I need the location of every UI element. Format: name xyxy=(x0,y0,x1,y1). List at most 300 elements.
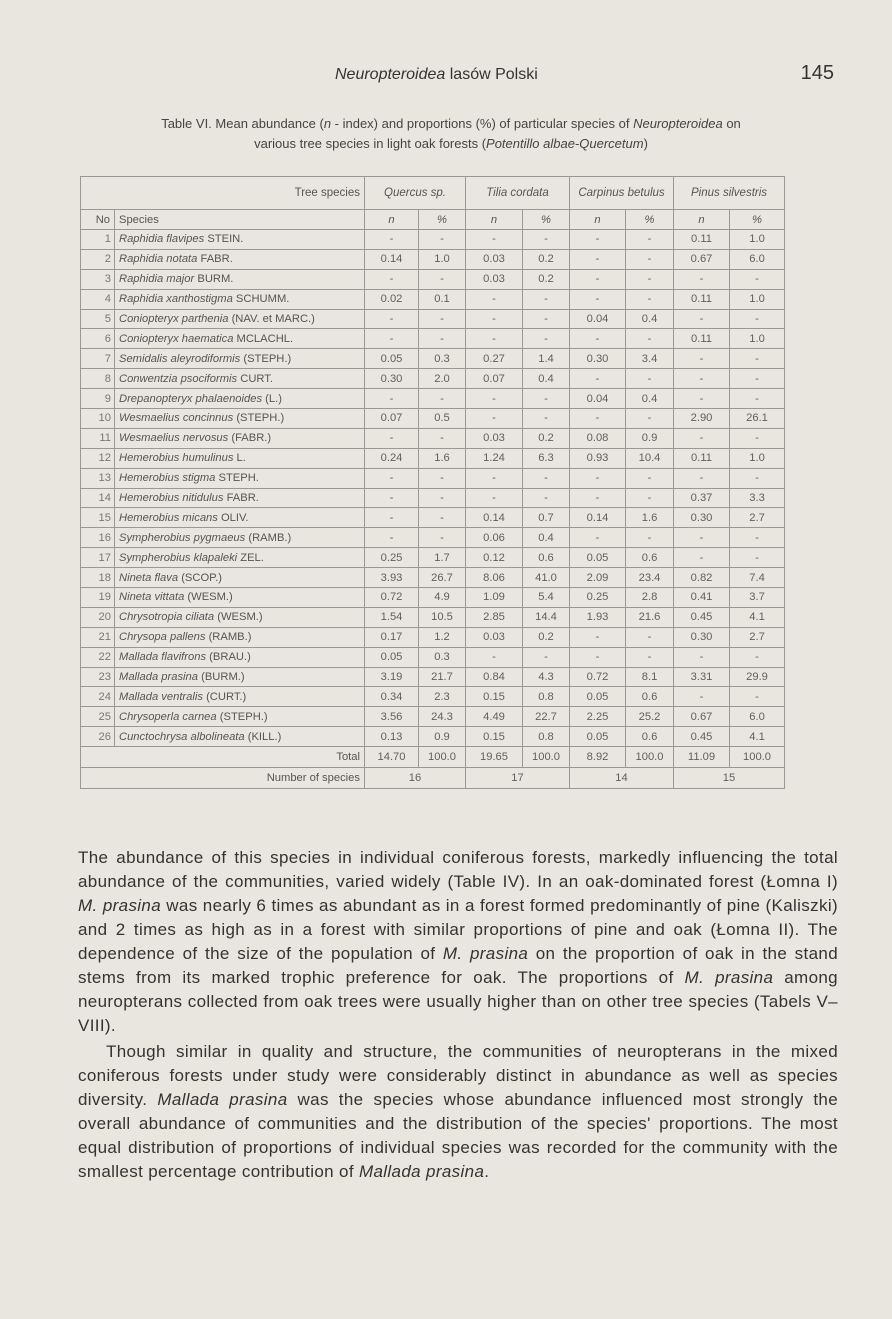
subheader: n xyxy=(674,210,730,230)
value-cell: 0.7 xyxy=(523,508,570,528)
subheader: % xyxy=(419,210,466,230)
species-author: (CURT.) xyxy=(206,690,247,703)
value-cell: 0.05 xyxy=(365,647,419,667)
value-cell: 6.3 xyxy=(523,448,570,468)
species-author: FABR. xyxy=(226,492,259,505)
value-cell: - xyxy=(626,329,674,349)
value-cell: - xyxy=(730,309,785,329)
value-cell: - xyxy=(570,528,626,548)
value-cell: 22.7 xyxy=(523,707,570,727)
row-number: 3 xyxy=(81,269,115,289)
value-cell: - xyxy=(626,269,674,289)
value-cell: 21.6 xyxy=(626,607,674,627)
value-cell: - xyxy=(626,369,674,389)
table-row xyxy=(81,508,785,528)
value-cell: 0.14 xyxy=(365,249,419,269)
value-cell: - xyxy=(730,548,785,568)
total-cell: 19.65 xyxy=(466,747,523,768)
species-binomial: Hemerobius stigma xyxy=(119,472,216,485)
value-cell: - xyxy=(466,409,523,429)
value-cell: 0.45 xyxy=(674,607,730,627)
value-cell: 1.0 xyxy=(730,329,785,349)
value-cell: 3.56 xyxy=(365,707,419,727)
value-cell: 0.12 xyxy=(466,548,523,568)
value-cell: 1.7 xyxy=(419,548,466,568)
species-binomial: Wesmaelius nervosus xyxy=(119,432,229,445)
value-cell: 0.3 xyxy=(419,349,466,369)
value-cell: 0.9 xyxy=(419,727,466,747)
species-binomial: Raphidia major xyxy=(119,273,195,286)
value-cell: 0.07 xyxy=(365,409,419,429)
value-cell: 2.7 xyxy=(730,627,785,647)
value-cell: 1.09 xyxy=(466,588,523,608)
value-cell: 1.0 xyxy=(730,230,785,250)
value-cell: 0.05 xyxy=(570,727,626,747)
value-cell: 0.02 xyxy=(365,289,419,309)
value-cell: 4.49 xyxy=(466,707,523,727)
total-cell: 100.0 xyxy=(419,747,466,768)
value-cell: 3.19 xyxy=(365,667,419,687)
row-number: 8 xyxy=(81,369,115,389)
value-cell: - xyxy=(674,687,730,707)
value-cell: - xyxy=(570,409,626,429)
species-cell xyxy=(115,289,365,309)
value-cell: - xyxy=(523,468,570,488)
species-author: (NAV. et MARC.) xyxy=(231,313,315,325)
value-cell: - xyxy=(674,468,730,488)
value-cell: 10.4 xyxy=(626,448,674,468)
species-author: (RAMB.) xyxy=(248,531,292,544)
row-number: 12 xyxy=(81,448,115,468)
species-cell xyxy=(115,448,365,468)
value-cell: 0.25 xyxy=(365,548,419,568)
value-cell: 4.1 xyxy=(730,607,785,627)
value-cell: 0.4 xyxy=(523,369,570,389)
total-cell: 11.09 xyxy=(674,747,730,768)
species-cell xyxy=(115,369,365,389)
species-count-cell: 15 xyxy=(674,768,785,789)
text: The abundance of this species in individual coniferous forests, markedly influencing the total abundance of the communities, varied widely (Table IV). In an oak-dominated forest (Łomna I) xyxy=(78,848,838,891)
number-of-species-label: Number of species xyxy=(81,768,365,789)
species-name: M. prasina xyxy=(442,944,529,963)
caption-text: on xyxy=(722,116,741,131)
total-cell: 100.0 xyxy=(626,747,674,768)
species-cell xyxy=(115,269,365,289)
value-cell: 0.06 xyxy=(466,528,523,548)
value-cell: 2.0 xyxy=(419,369,466,389)
value-cell: 0.9 xyxy=(626,428,674,448)
value-cell: 0.11 xyxy=(674,289,730,309)
value-cell: 0.25 xyxy=(570,588,626,608)
caption-line-2 xyxy=(66,134,836,154)
caption-text: ) xyxy=(643,136,648,151)
table-row xyxy=(81,568,785,588)
value-cell: 0.30 xyxy=(674,627,730,647)
species-author: BURM. xyxy=(197,273,234,286)
row-number: 22 xyxy=(81,647,115,667)
value-cell: - xyxy=(365,269,419,289)
species-cell xyxy=(115,627,365,647)
value-cell: - xyxy=(730,428,785,448)
value-cell: 0.03 xyxy=(466,428,523,448)
row-number: 4 xyxy=(81,289,115,309)
species-author: (WESM.) xyxy=(187,591,233,604)
species-cell xyxy=(115,428,365,448)
value-cell: 2.90 xyxy=(674,409,730,429)
value-cell: 3.7 xyxy=(730,588,785,608)
species-author: (WESM.) xyxy=(217,611,263,624)
value-cell: - xyxy=(419,528,466,548)
value-cell: 29.9 xyxy=(730,667,785,687)
value-cell: - xyxy=(466,230,523,250)
value-cell: - xyxy=(419,389,466,409)
species-binomial: Mallada flavifrons xyxy=(119,651,207,664)
species-binomial: Mallada ventralis xyxy=(119,690,203,703)
value-cell: - xyxy=(419,269,466,289)
value-cell: 0.11 xyxy=(674,230,730,250)
species-cell xyxy=(115,409,365,429)
text: . xyxy=(484,1162,490,1181)
page-header xyxy=(0,62,892,92)
species-name: M. prasina xyxy=(684,968,774,987)
species-cell xyxy=(115,309,365,329)
value-cell: - xyxy=(674,269,730,289)
value-cell: - xyxy=(626,409,674,429)
value-cell: - xyxy=(674,548,730,568)
group-header: Carpinus betulus xyxy=(570,177,674,210)
species-name: Mallada prasina xyxy=(157,1090,288,1109)
value-cell: - xyxy=(419,508,466,528)
species-author: (STEPH.) xyxy=(236,412,285,425)
species-cell xyxy=(115,548,365,568)
value-cell: - xyxy=(674,428,730,448)
value-cell: - xyxy=(523,230,570,250)
row-number: 24 xyxy=(81,687,115,707)
table-row xyxy=(81,289,785,309)
value-cell: 1.4 xyxy=(523,349,570,369)
caption-text: - index) and proportions (%) of particular species of xyxy=(331,116,634,131)
value-cell: 0.14 xyxy=(466,508,523,528)
value-cell: - xyxy=(626,488,674,508)
table-row xyxy=(81,528,785,548)
paragraph-1 xyxy=(78,846,838,1038)
value-cell: - xyxy=(570,230,626,250)
row-number: 5 xyxy=(81,309,115,329)
value-cell: 0.41 xyxy=(674,588,730,608)
value-cell: - xyxy=(466,468,523,488)
caption-italic: n xyxy=(323,116,332,131)
species-cell xyxy=(115,508,365,528)
value-cell: 0.8 xyxy=(523,727,570,747)
table-row xyxy=(81,309,785,329)
value-cell: 0.72 xyxy=(570,667,626,687)
row-number: 25 xyxy=(81,707,115,727)
value-cell: - xyxy=(419,468,466,488)
value-cell: - xyxy=(365,230,419,250)
value-cell: 0.34 xyxy=(365,687,419,707)
value-cell: 0.03 xyxy=(466,627,523,647)
subheader: n xyxy=(570,210,626,230)
species-cell xyxy=(115,349,365,369)
species-author: (RAMB.) xyxy=(208,631,252,644)
row-number: 14 xyxy=(81,488,115,508)
value-cell: 0.84 xyxy=(466,667,523,687)
species-binomial: Nineta vittata xyxy=(119,591,185,604)
value-cell: 41.0 xyxy=(523,568,570,588)
value-cell: 3.3 xyxy=(730,488,785,508)
text: on the proportion of oak in the stand stems from its marked trophic preference for oak. The proportions of xyxy=(78,944,839,987)
value-cell: 0.11 xyxy=(674,448,730,468)
row-number: 10 xyxy=(81,409,115,429)
species-cell xyxy=(115,707,365,727)
caption-italic: Potentillo albae-Quercetum xyxy=(486,136,644,151)
value-cell: - xyxy=(523,409,570,429)
value-cell: - xyxy=(466,647,523,667)
species-author: (SCOP.) xyxy=(181,571,223,584)
species-author: (STEPH.) xyxy=(219,710,268,723)
value-cell: 6.0 xyxy=(730,707,785,727)
value-cell: - xyxy=(365,309,419,329)
value-cell: 1.24 xyxy=(466,448,523,468)
value-cell: - xyxy=(419,488,466,508)
species-binomial: Coniopteryx parthenia xyxy=(119,313,229,325)
value-cell: - xyxy=(365,488,419,508)
value-cell: - xyxy=(365,528,419,548)
value-cell: - xyxy=(419,230,466,250)
value-cell: 0.4 xyxy=(523,528,570,548)
species-binomial: Nineta flava xyxy=(119,571,179,584)
species-author: FABR. xyxy=(200,253,233,266)
species-author: (L.) xyxy=(265,392,282,405)
value-cell: 0.03 xyxy=(466,269,523,289)
table-row xyxy=(81,687,785,707)
table-row xyxy=(81,727,785,747)
species-author: (BRAU.) xyxy=(209,651,251,664)
species-binomial: Raphidia xanthostigma xyxy=(119,293,233,306)
value-cell: - xyxy=(570,249,626,269)
species-cell xyxy=(115,667,365,687)
value-cell: - xyxy=(626,249,674,269)
running-title xyxy=(335,66,538,84)
running-title-taxon: Neuropteroidea xyxy=(335,66,446,83)
value-cell: - xyxy=(626,230,674,250)
value-cell: - xyxy=(626,528,674,548)
species-binomial: Sympherobius pygmaeus xyxy=(119,531,246,544)
species-cell xyxy=(115,588,365,608)
value-cell: 26.1 xyxy=(730,409,785,429)
value-cell: 1.0 xyxy=(730,448,785,468)
value-cell: 21.7 xyxy=(419,667,466,687)
value-cell: 0.17 xyxy=(365,627,419,647)
species-binomial: Chrysoperla carnea xyxy=(119,710,217,723)
value-cell: - xyxy=(466,389,523,409)
value-cell: - xyxy=(523,329,570,349)
value-cell: - xyxy=(730,269,785,289)
value-cell: 2.8 xyxy=(626,588,674,608)
value-cell: 0.6 xyxy=(626,727,674,747)
row-number: 21 xyxy=(81,627,115,647)
value-cell: 2.7 xyxy=(730,508,785,528)
total-cell: 8.92 xyxy=(570,747,626,768)
value-cell: 8.06 xyxy=(466,568,523,588)
value-cell: 0.07 xyxy=(466,369,523,389)
body-text xyxy=(78,846,838,1184)
value-cell: 0.2 xyxy=(523,627,570,647)
row-number: 9 xyxy=(81,389,115,409)
value-cell: 6.0 xyxy=(730,249,785,269)
table-caption xyxy=(66,114,836,154)
species-cell xyxy=(115,249,365,269)
species-author: (KILL.) xyxy=(247,730,282,743)
species-cell xyxy=(115,727,365,747)
value-cell: 0.2 xyxy=(523,428,570,448)
total-row xyxy=(81,747,785,768)
value-cell: 2.09 xyxy=(570,568,626,588)
value-cell: 0.37 xyxy=(674,488,730,508)
table-row xyxy=(81,389,785,409)
value-cell: 0.27 xyxy=(466,349,523,369)
value-cell: 0.4 xyxy=(626,309,674,329)
value-cell: 0.08 xyxy=(570,428,626,448)
value-cell: - xyxy=(570,468,626,488)
value-cell: 8.1 xyxy=(626,667,674,687)
value-cell: - xyxy=(523,647,570,667)
value-cell: 1.0 xyxy=(419,249,466,269)
species-cell xyxy=(115,389,365,409)
table-row xyxy=(81,468,785,488)
value-cell: - xyxy=(570,289,626,309)
species-author: MCLACHL. xyxy=(236,332,294,345)
value-cell: 1.2 xyxy=(419,627,466,647)
species-binomial: Chrysotropia ciliata xyxy=(119,611,215,624)
value-cell: - xyxy=(365,389,419,409)
value-cell: 4.1 xyxy=(730,727,785,747)
caption-italic: Neuropteroidea xyxy=(633,116,723,131)
text: was nearly 6 times as abundant as in a forest formed predominantly of pine (Kaliszki) and 2 times as high as in a forest with similar proportions of pine and oak (Łomna II). The dependence of the size of the population of xyxy=(78,896,838,963)
value-cell: 0.82 xyxy=(674,568,730,588)
value-cell: 0.93 xyxy=(570,448,626,468)
species-cell xyxy=(115,607,365,627)
value-cell: - xyxy=(674,528,730,548)
caption-line-1 xyxy=(66,114,836,134)
total-cell: 100.0 xyxy=(730,747,785,768)
value-cell: - xyxy=(466,289,523,309)
text: was the species whose abundance influenced most strongly the overall abundance of communities and the distribution of the species' proportions. The most equal distribution of proportions of individual species was recorded for the community with the smallest percentage contribution of xyxy=(78,1090,839,1181)
value-cell: - xyxy=(626,289,674,309)
row-number: 7 xyxy=(81,349,115,369)
table-row xyxy=(81,329,785,349)
species-author: STEIN. xyxy=(207,233,244,246)
value-cell: - xyxy=(674,647,730,667)
value-cell: 26.7 xyxy=(419,568,466,588)
subheader: n xyxy=(466,210,523,230)
value-cell: - xyxy=(570,269,626,289)
value-cell: 14.4 xyxy=(523,607,570,627)
value-cell: - xyxy=(419,309,466,329)
species-count-cell: 17 xyxy=(466,768,570,789)
species-binomial: Conwentzia psociformis xyxy=(119,372,238,385)
value-cell: 0.6 xyxy=(523,548,570,568)
value-cell: 1.54 xyxy=(365,607,419,627)
value-cell: 7.4 xyxy=(730,568,785,588)
value-cell: 10.5 xyxy=(419,607,466,627)
value-cell: 1.0 xyxy=(730,289,785,309)
value-cell: 0.6 xyxy=(626,687,674,707)
total-cell: 100.0 xyxy=(523,747,570,768)
running-title-rest: lasów Polski xyxy=(445,66,538,83)
value-cell: 0.04 xyxy=(570,309,626,329)
table-row xyxy=(81,230,785,250)
value-cell: 0.8 xyxy=(523,687,570,707)
table-row xyxy=(81,707,785,727)
value-cell: - xyxy=(730,468,785,488)
row-number: 11 xyxy=(81,428,115,448)
value-cell: 0.30 xyxy=(570,349,626,369)
value-cell: 0.2 xyxy=(523,269,570,289)
no-header: No xyxy=(81,210,115,230)
species-cell xyxy=(115,528,365,548)
value-cell: - xyxy=(626,647,674,667)
species-header: Species xyxy=(115,210,365,230)
table-row xyxy=(81,488,785,508)
species-name: M. prasina xyxy=(78,896,162,915)
value-cell: 0.14 xyxy=(570,508,626,528)
value-cell: 1.6 xyxy=(419,448,466,468)
value-cell: - xyxy=(523,289,570,309)
row-number: 18 xyxy=(81,568,115,588)
value-cell: 1.6 xyxy=(626,508,674,528)
value-cell: 0.5 xyxy=(419,409,466,429)
species-binomial: Mallada prasina xyxy=(119,671,198,684)
species-binomial: Semidalis aleyrodiformis xyxy=(119,352,241,365)
paragraph-2 xyxy=(78,1040,838,1184)
table-row xyxy=(81,369,785,389)
value-cell: 2.3 xyxy=(419,687,466,707)
species-binomial: Chrysopa pallens xyxy=(119,631,206,644)
value-cell: 25.2 xyxy=(626,707,674,727)
subheader: % xyxy=(523,210,570,230)
row-number: 15 xyxy=(81,508,115,528)
value-cell: - xyxy=(674,369,730,389)
species-binomial: Hemerobius micans xyxy=(119,511,218,524)
caption-text: Table VI. Mean abundance ( xyxy=(161,116,324,131)
value-cell: - xyxy=(674,349,730,369)
species-binomial: Sympherobius klapaleki xyxy=(119,551,238,564)
species-author: L. xyxy=(236,452,246,465)
value-cell: - xyxy=(730,647,785,667)
species-binomial: Raphidia notata xyxy=(119,253,198,266)
value-cell: 0.05 xyxy=(570,687,626,707)
value-cell: 4.3 xyxy=(523,667,570,687)
row-number: 1 xyxy=(81,230,115,250)
species-cell xyxy=(115,647,365,667)
species-binomial: Drepanopteryx phalaenoides xyxy=(119,392,263,405)
species-author: ZEL. xyxy=(240,551,264,564)
value-cell: - xyxy=(570,488,626,508)
value-cell: 5.4 xyxy=(523,588,570,608)
tree-species-label: Tree species xyxy=(81,177,365,210)
species-author: CURT. xyxy=(240,372,273,385)
row-number: 17 xyxy=(81,548,115,568)
value-cell: - xyxy=(523,389,570,409)
value-cell: 2.25 xyxy=(570,707,626,727)
row-number: 16 xyxy=(81,528,115,548)
value-cell: 3.31 xyxy=(674,667,730,687)
table-row xyxy=(81,269,785,289)
number-of-species-row xyxy=(81,768,785,789)
species-cell xyxy=(115,687,365,707)
group-header: Pinus silvestris xyxy=(674,177,785,210)
